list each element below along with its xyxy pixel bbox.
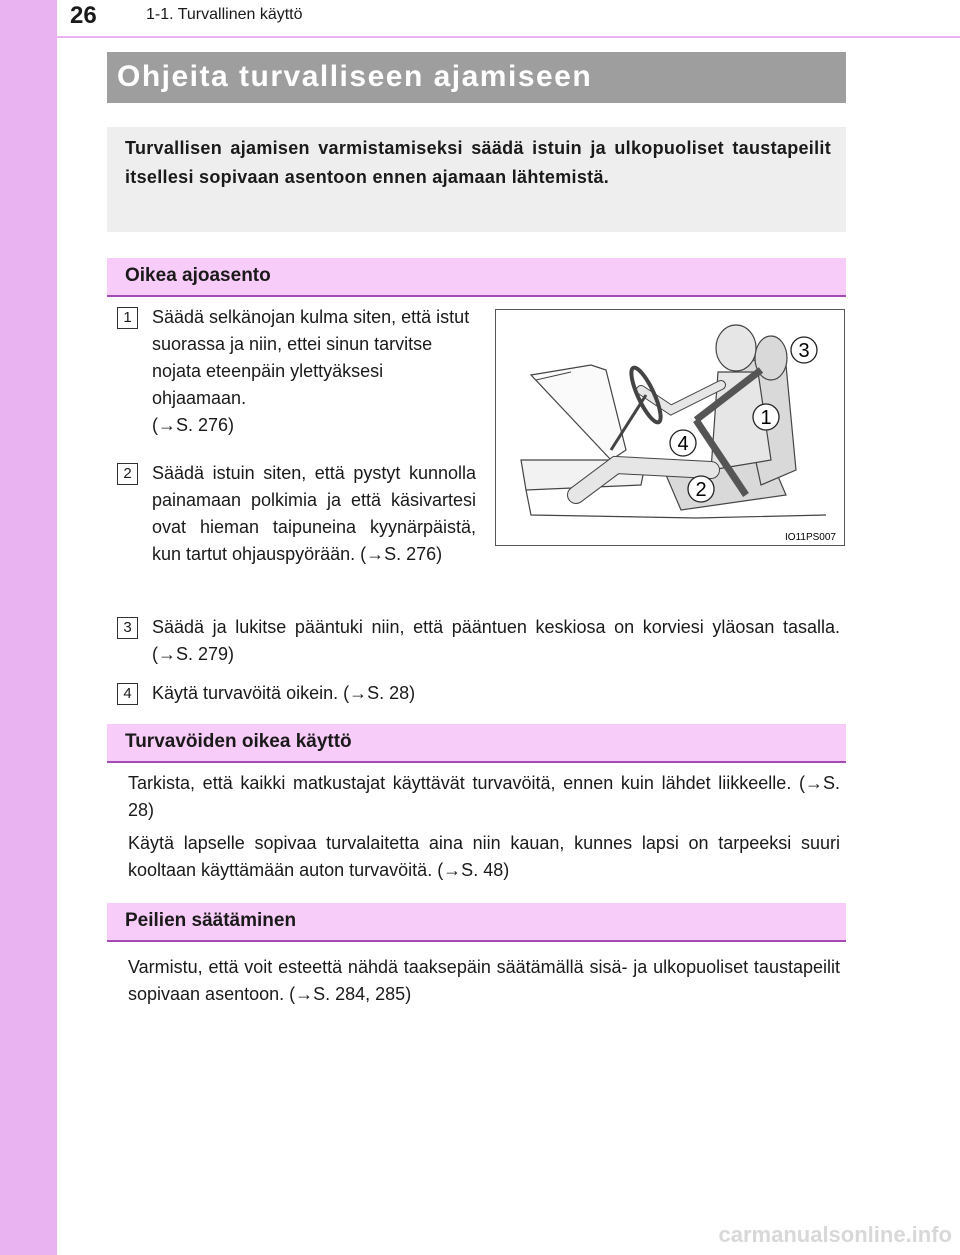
mirror-paragraph: Varmistu, että voit esteettä nähdä taaksepäin säätämällä sisä- ja ulkopuoliset taustapeilit sopivaan asentoon. (→S. 284, 285)	[128, 957, 840, 1004]
item-4-text: Käytä turvavöitä oikein. (→S. 28)	[152, 683, 416, 703]
item-2-text: Säädä istuin siten, että pystyt kunnolla painamaan polkimia ja että käsivartesi ovat hieman taipuneina kyynärpäistä, kun tartut ohjauspyörään. (→S. 276)	[152, 463, 476, 564]
page-number: 26	[70, 2, 97, 29]
page-title-bar	[107, 52, 846, 103]
running-header: 1-1. Turvallinen käyttö	[146, 6, 303, 23]
callout-4: 4	[677, 433, 689, 455]
figure-code: IO11PS007	[785, 532, 836, 543]
callout-1: 1	[760, 407, 772, 429]
seatbelt-paragraph-2: Käytä lapselle sopivaa turvalaitetta aina niin kauan, kunnes lapsi on tarpeeksi suuri kooltaan käyttämään auton turvavöitä. (→S. 48)	[128, 833, 840, 880]
item-1-text: Säädä selkänojan kulma siten, että istut suorassa ja niin, ettei sinun tarvitse nojata eteenpäin ylettyäksesi ohjaamaan.	[152, 307, 470, 408]
intro-box	[107, 127, 846, 232]
section-heading-seatbelt-use: Turvavöiden oikea käyttö	[107, 724, 846, 763]
item-number-1: 1	[117, 307, 138, 329]
callout-3: 3	[798, 340, 810, 362]
section-heading-mirror-adjustment: Peilien säätäminen	[107, 903, 846, 942]
callout-2: 2	[695, 479, 707, 501]
item-2	[152, 460, 476, 568]
section-heading-driving-position: Oikea ajoasento	[107, 258, 846, 297]
item-number-2: 2	[117, 463, 138, 485]
watermark: carmanualsonline.info	[718, 1222, 952, 1247]
page-title: Ohjeita turvalliseen ajamiseen	[117, 60, 593, 93]
item-1	[152, 304, 477, 439]
item-number-4: 4	[117, 683, 138, 705]
driver-illustration	[496, 310, 844, 545]
side-tab	[0, 0, 57, 1255]
item-4	[152, 680, 840, 707]
header-rule	[57, 36, 960, 38]
seatbelt-paragraph-1: Tarkista, että kaikki matkustajat käyttävät turvavöitä, ennen kuin lähdet liikkeelle. (→S. 28)	[128, 773, 840, 820]
item-3-text: Säädä ja lukitse pääntuki niin, että pääntuen keskiosa on korviesi yläosan tasalla. (→S. 279)	[152, 617, 840, 664]
item-1-ref: (→S. 276)	[152, 415, 235, 435]
intro-text: Turvallisen ajamisen varmistamiseksi säädä istuin ja ulkopuoliset taustapeilit itsellesi sopivaan asentoon ennen ajamaan lähtemistä.	[125, 138, 831, 187]
item-3	[152, 614, 840, 668]
item-number-3: 3	[117, 617, 138, 639]
seating-figure	[495, 309, 845, 546]
